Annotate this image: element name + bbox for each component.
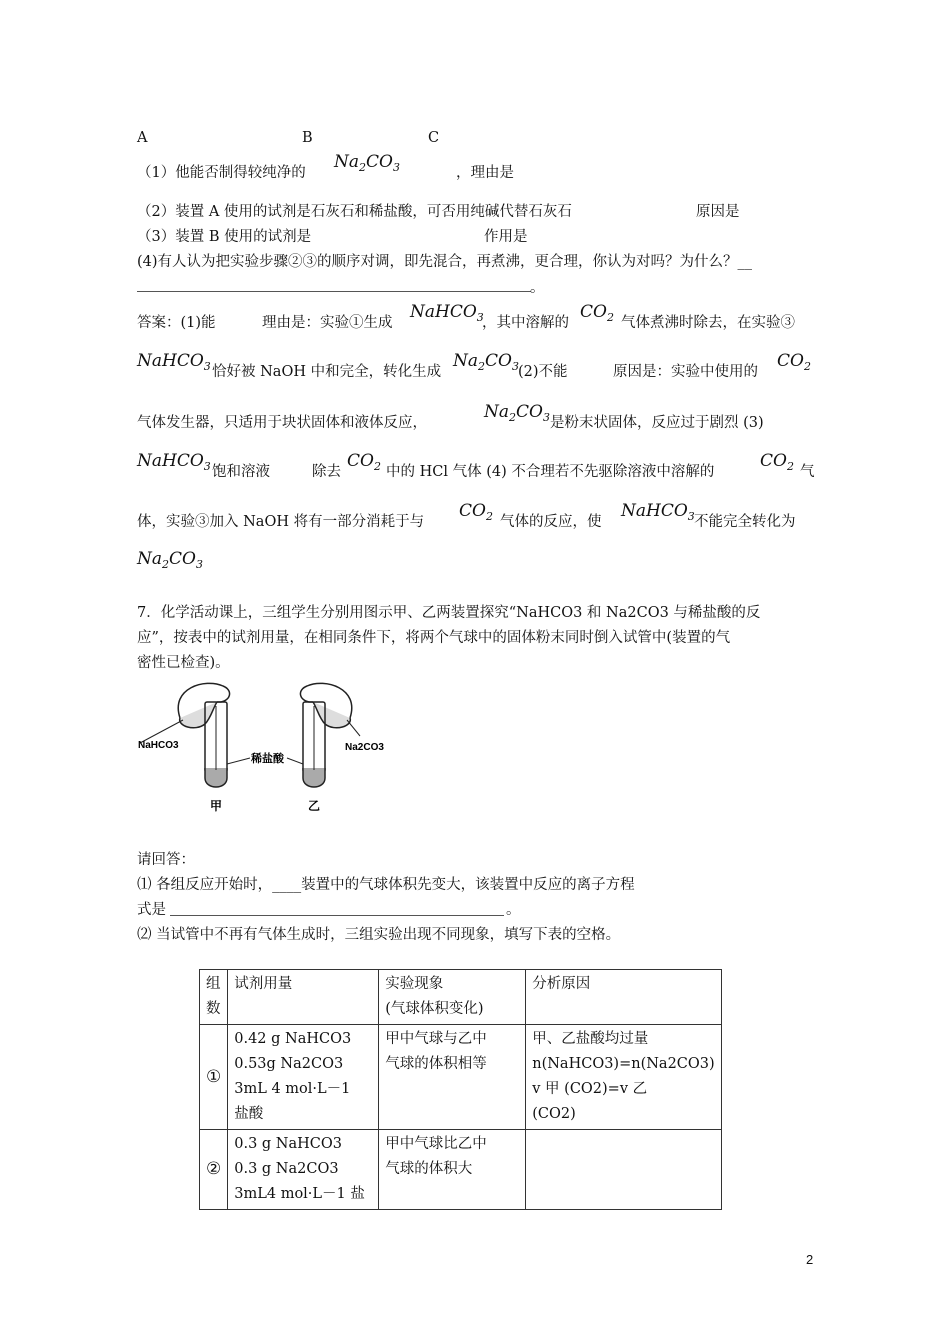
sub-question-1: ⑴ 各组反应开始时，____装置中的气球体积先变大，该装置中反应的离子方程 — [137, 877, 635, 893]
figure-label-a: A — [137, 130, 148, 146]
answer-line2-c: 原因是：实验中使用的 — [613, 364, 758, 380]
row2-reagent: 0.3 g Na2CO3 — [234, 1161, 339, 1177]
formula-nahco3: NaHCO$_3$ — [137, 451, 211, 473]
row1-reagent: 0.53g Na2CO3 — [234, 1056, 344, 1072]
answer-line4-a: 饱和溶液 — [212, 464, 270, 480]
row2-analysis — [526, 1130, 721, 1210]
page-number: 2 — [806, 1252, 814, 1267]
sub-question-2: ⑵ 当试管中不再有气体生成时，三组实验出现不同现象，填写下表的空格。 — [137, 927, 621, 943]
row1-analysis-line: 甲、乙盐酸均过量 — [532, 1031, 649, 1047]
question-1: （1）他能否制得较纯净的 — [137, 165, 306, 181]
answer-line3-a: 气体发生器，只适用于块状固体和液体反应， — [137, 415, 427, 431]
answer-line1-a: 答案：(1)能 — [137, 315, 216, 331]
answer-line5-b: 气体的反应，使 — [500, 514, 602, 530]
row2-phenomenon-line: 气球的体积大 — [385, 1161, 473, 1177]
formula-nahco3: NaHCO$_3$ — [410, 302, 484, 324]
balloon-yi-powder — [313, 702, 350, 728]
label-acid: 稀盐酸 — [251, 752, 284, 765]
row1-reagent: 3mL 4 mol·L－1 — [234, 1081, 351, 1097]
question-1-reason: ，理由是 — [456, 165, 514, 181]
answer-line4-b: 除去 — [312, 464, 341, 480]
header-phenomenon — [379, 970, 526, 1025]
row1-analysis-line: v 甲 (CO2)=v 乙 — [532, 1081, 648, 1097]
answer-line4-d: 气 — [800, 464, 815, 480]
row1-phenomenon — [379, 1025, 526, 1130]
row1-group: ① — [200, 1025, 228, 1130]
acid-pointer-left — [227, 758, 250, 764]
formula-nahco3: NaHCO$_3$ — [621, 501, 695, 523]
label-jia: 甲 — [210, 799, 223, 813]
header-reagents: 试剂用量 — [228, 970, 379, 1025]
formula-co2: $CO_2$ — [347, 451, 381, 473]
answer-line5-c: 不能完全转化为 — [694, 514, 796, 530]
answer-line2-b: (2)不能 — [518, 364, 568, 380]
figure-label-b: B — [302, 130, 313, 146]
formula-co2: $CO_2$ — [459, 501, 493, 523]
apparatus-figure — [135, 678, 395, 818]
acid-pointer-right — [287, 758, 303, 764]
row1-phenomenon-line: 气球的体积相等 — [385, 1056, 487, 1072]
row2-phenomenon — [379, 1130, 526, 1210]
row2-reagent: 0.3 g NaHCO3 — [234, 1136, 342, 1152]
formula-co2: $CO_2$ — [760, 451, 794, 473]
table-row — [200, 1025, 722, 1130]
row1-analysis — [526, 1025, 721, 1130]
label-nahco3: NaHCO3 — [138, 740, 179, 751]
header-analysis: 分析原因 — [526, 970, 721, 1025]
question-4-end: 。 — [530, 280, 545, 296]
equation-blank-line — [170, 915, 504, 916]
answer-line3-b: 是粉末状固体，反应过于剧烈 (3) — [550, 415, 764, 431]
sub-question-1-end: 。 — [506, 902, 521, 918]
formula-na2co3: $Na_2CO_3$ — [137, 549, 203, 571]
row2-group: ② — [200, 1130, 228, 1210]
q7-line3: 密性已检查)。 — [137, 655, 230, 671]
label-yi: 乙 — [308, 799, 321, 813]
row2-reagents — [228, 1130, 379, 1210]
header-phenomenon-line1: 实验现象 — [385, 976, 444, 992]
formula-co2: $CO_2$ — [580, 302, 614, 324]
question-3-purpose: 作用是 — [484, 229, 528, 245]
row1-analysis-line: n(NaHCO3)=n(Na2CO3) — [532, 1056, 715, 1072]
q7-line1: 7．化学活动课上，三组学生分别用图示甲、乙两装置探究“NaHCO3 和 Na2CO3 与稀盐酸的反 — [137, 605, 761, 621]
formula-na2co3: $Na_2CO_3$ — [453, 351, 519, 373]
experiment-table — [199, 969, 722, 1210]
figure-label-c: C — [428, 130, 440, 146]
formula-co2: $CO_2$ — [777, 351, 811, 373]
balloon-jia-powder — [180, 702, 217, 728]
q7-line2: 应”，按表中的试剂用量，在相同条件下，将两个气球中的固体粉末同时倒入试管中(装置的气 — [137, 630, 731, 646]
table-row — [200, 1130, 722, 1210]
row1-phenomenon-line: 甲中气球与乙中 — [385, 1031, 487, 1047]
formula-na2co3: $Na_2CO_3$ — [484, 402, 550, 424]
answer-line1-b: 理由是：实验①生成 — [262, 315, 393, 331]
formula-na2co3: $Na_2CO_3$ — [334, 152, 400, 174]
row2-phenomenon-line: 甲中气球比乙中 — [385, 1136, 487, 1152]
row1-reagent: 0.42 g NaHCO3 — [234, 1031, 352, 1047]
answer-line5-a: 体，实验③加入 NaOH 将有一部分消耗于与 — [137, 514, 425, 530]
question-2: （2）装置 A 使用的试剂是石灰石和稀盐酸，可否用纯碱代替石灰石 — [137, 204, 572, 220]
please-answer: 请回答： — [137, 852, 195, 868]
row1-reagents — [228, 1025, 379, 1130]
question-4: (4)有人认为把实验步骤②③的顺序对调，即先混合，再煮沸，更合理，你认为对吗？为什么？__ — [137, 254, 753, 270]
acid-yi — [303, 768, 325, 787]
acid-jia — [205, 768, 227, 787]
answer-line4-c: 中的 HCl 气体 (4) 不合理若不先驱除溶液中溶解的 — [386, 464, 715, 480]
header-phenomenon-line2: (气球体积变化) — [385, 1001, 484, 1017]
label-na2co3: Na2CO3 — [345, 742, 384, 753]
answer-line1-d: 气体煮沸时除去，在实验③ — [621, 315, 795, 331]
row1-analysis-line: (CO2) — [532, 1106, 576, 1122]
sub-question-1-cont: 式是 — [137, 902, 166, 918]
label-line-na2co3 — [347, 720, 360, 736]
row2-reagent: 3mL4 mol·L－1 盐 — [234, 1186, 365, 1202]
header-group: 组数 — [200, 970, 228, 1025]
row1-reagent: 盐酸 — [234, 1106, 264, 1122]
answer-line1-c: ，其中溶解的 — [482, 315, 569, 331]
question-2-reason: 原因是 — [696, 204, 740, 220]
table-header-row — [200, 970, 722, 1025]
answer-blank-line — [137, 291, 531, 292]
question-3: （3）装置 B 使用的试剂是 — [137, 229, 312, 245]
answer-line2-a: 恰好被 NaOH 中和完全，转化生成 — [212, 364, 442, 380]
formula-nahco3: NaHCO$_3$ — [137, 351, 211, 373]
